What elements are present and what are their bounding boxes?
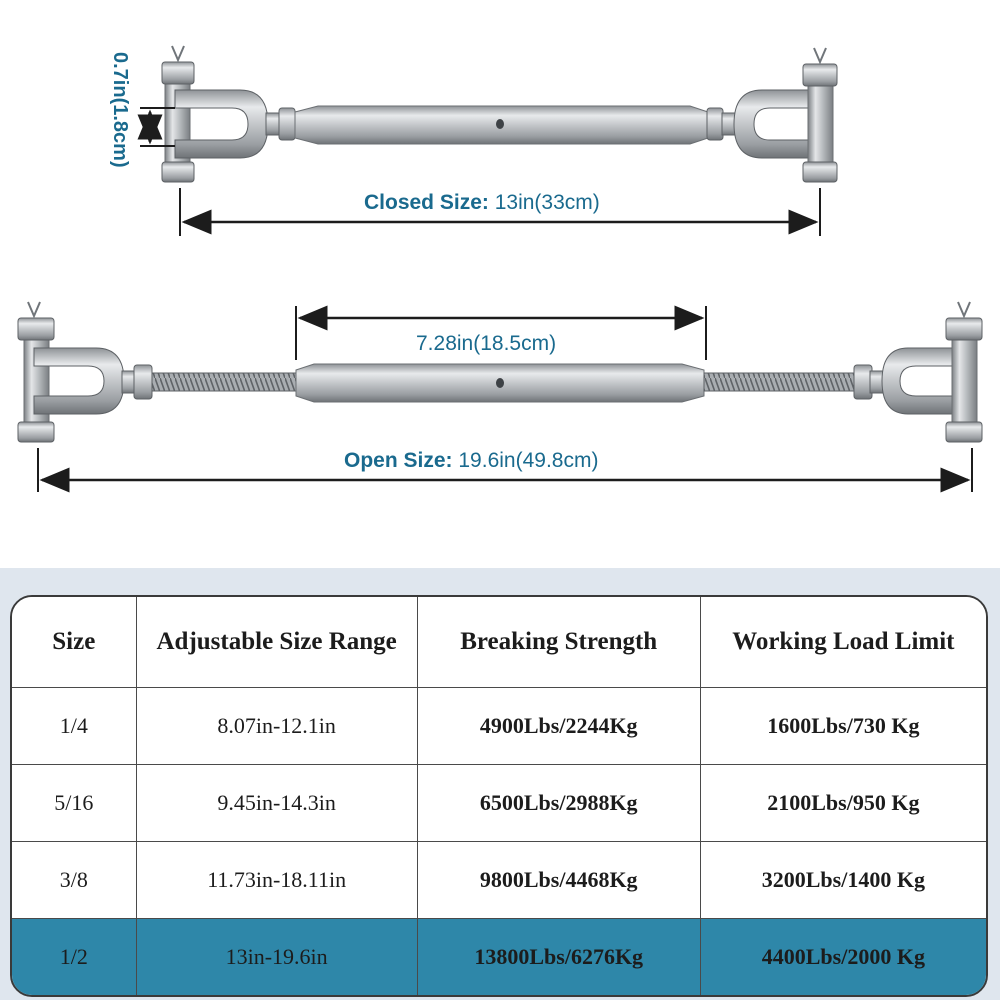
jaw-width-label: 0.7in(1.8cm) <box>109 52 131 168</box>
spec-panel <box>0 568 1000 1000</box>
cell-breaking-strength: 6500Lbs/2988Kg <box>417 764 700 841</box>
cell-working-load: 4400Lbs/2000 Kg <box>700 918 986 995</box>
closed-size-label <box>360 191 604 215</box>
open-size-value: 19.6in(49.8cm) <box>458 449 599 472</box>
table-row <box>12 764 986 841</box>
cell-working-load: 1600Lbs/730 Kg <box>700 687 986 764</box>
cell-range: 8.07in-12.1in <box>136 687 417 764</box>
body-length-label <box>412 332 560 356</box>
table-row <box>12 687 986 764</box>
header-adjustable-range: Adjustable Size Range <box>136 597 417 687</box>
spec-table <box>10 595 988 997</box>
open-turnbuckle <box>18 302 982 442</box>
table-row <box>12 841 986 918</box>
cell-size: 1/2 <box>12 918 136 995</box>
closed-size-caption: Closed Size: <box>364 191 489 214</box>
closed-turnbuckle <box>162 46 837 182</box>
cell-range: 9.45in-14.3in <box>136 764 417 841</box>
open-size-caption: Open Size: <box>344 449 453 472</box>
cell-working-load: 3200Lbs/1400 Kg <box>700 841 986 918</box>
header-size: Size <box>12 597 136 687</box>
cell-size: 3/8 <box>12 841 136 918</box>
body-length-value: 7.28in(18.5cm) <box>416 332 557 355</box>
cell-breaking-strength: 4900Lbs/2244Kg <box>417 687 700 764</box>
cell-size: 1/4 <box>12 687 136 764</box>
cell-range: 11.73in-18.11in <box>136 841 417 918</box>
cell-breaking-strength: 13800Lbs/6276Kg <box>417 918 700 995</box>
cell-working-load: 2100Lbs/950 Kg <box>700 764 986 841</box>
table-row-highlighted <box>12 918 986 995</box>
closed-size-value: 13in(33cm) <box>494 191 600 214</box>
open-size-label <box>340 449 602 473</box>
header-breaking-strength: Breaking Strength <box>417 597 700 687</box>
header-working-load-limit: Working Load Limit <box>700 597 986 687</box>
cell-breaking-strength: 9800Lbs/4468Kg <box>417 841 700 918</box>
cell-size: 5/16 <box>12 764 136 841</box>
cell-range: 13in-19.6in <box>136 918 417 995</box>
table-header-row <box>12 597 986 687</box>
